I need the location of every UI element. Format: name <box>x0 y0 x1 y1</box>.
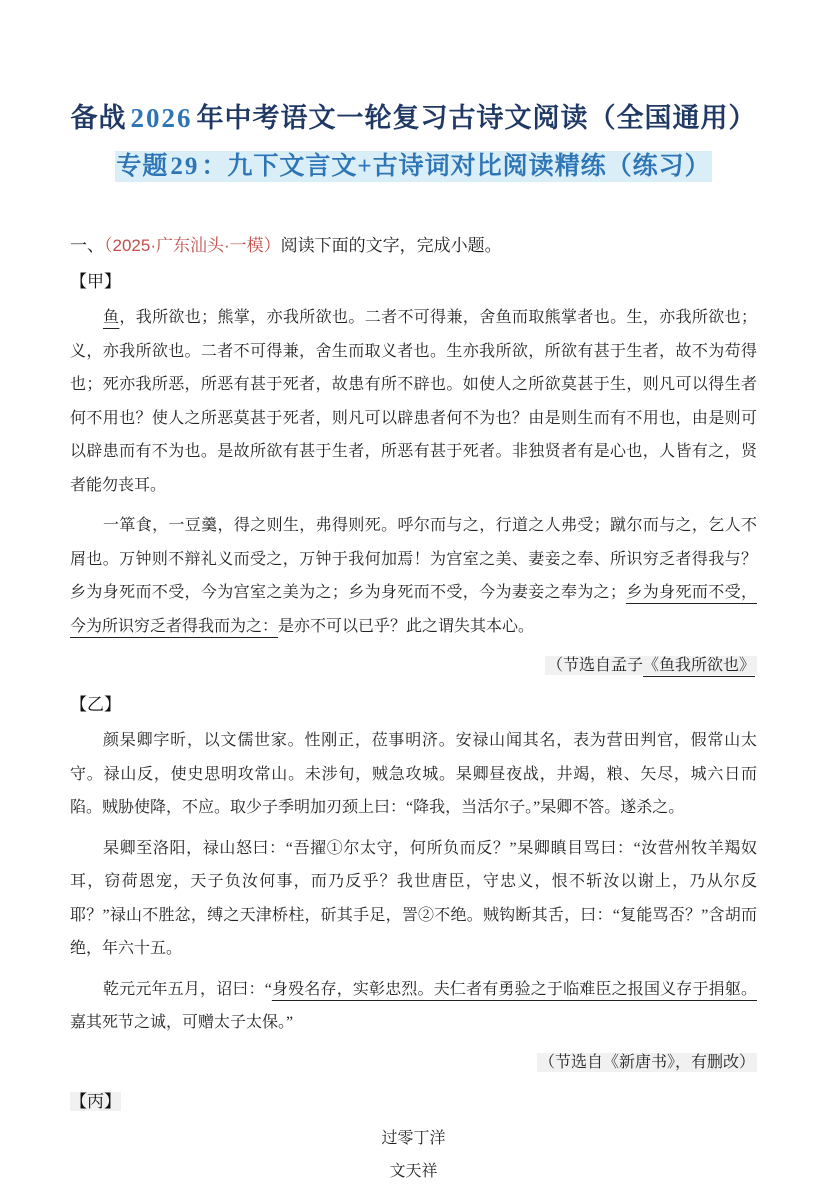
poem-title-text: 过零丁洋 <box>381 1129 446 1147</box>
yi-attribution-text: （节选自《新唐书》，有删改） <box>538 1053 755 1071</box>
yi-paragraph-1 <box>70 724 757 825</box>
jia-p2-underlined-segment: 乡为身死而不受，今为所识穷乏者得我而为之： <box>70 584 757 635</box>
jia-p1-text: ，我所欲也；熊掌，亦我所欲也。二者不可得兼，舍鱼而取熊掌者也。生，亦我所欲也；义，亦我所欲也。二者不可得兼，舍生而取义者也。生亦我所欲，所欲有甚于生者，故不为苟得也；死亦我所恶，所恶有甚于死者，故患有所不辟也。如使人之所欲莫甚于生，则凡可以得生者何不用也？使人之所恶莫甚于死者，则凡可以辟患者何不为也？由是则生而有不用也，由是则可以辟患而有不为也。是故所欲有甚于生者，所恶有甚于死者。非独贤者有是心也，人皆有之，贤者能勿丧耳。 <box>70 309 757 494</box>
yi-p3-segment-2: 嘉其死节之诚，可赠太子太保。” <box>70 1014 294 1031</box>
subtitle-run-1: 专题 <box>116 153 169 180</box>
jia-paragraph-2 <box>70 509 757 643</box>
title-run-2: 年中考语文一轮复习 <box>196 103 449 133</box>
jia-attribution-book-title: 《鱼我所欲也》 <box>642 657 755 674</box>
jia-p2-segment-1: 一箪食，一豆羹，得之则生，弗得则死。呼尔而与之，行道之人弗受；蹴尔而与之，乞人不屑也。万钟则不辩礼义而受之，万钟于我何加焉！为宫室之美、妻妾之奉、所识穷乏者得我与？乡为身死而不受，今为宫室之美为之；乡为身死而不受，今为妻妾之奉为之； <box>70 517 757 601</box>
passage-bing-label-text: 【丙】 <box>70 1091 121 1111</box>
passage-yi-label <box>70 693 757 717</box>
title-run-3: 阅读（全国通用） <box>532 103 757 133</box>
title-run-1: 备战 <box>70 103 127 133</box>
jia-p1-underlined-word: 鱼 <box>103 309 120 326</box>
passage-jia-label <box>70 270 757 294</box>
yi-p2-text: 杲卿至洛阳，禄山怒曰：“吾擢①尔太守，何所负而反？”杲卿瞋目骂曰：“汝营州牧羊羯奴耳，窃荷恩宠，天子负汝何事，而乃反乎？我世唐臣，守忠义，恨不斩汝以谢上，乃从尔反耶？”禄山不胜忿，缚之天津桥柱，斫其手足，詈②不绝。贼钩断其舌，曰：“复能骂否？”含胡而绝，年六十五。 <box>70 839 757 957</box>
exercise-header <box>70 234 757 258</box>
jia-attribution <box>70 651 757 681</box>
poem-author-text: 文天祥 <box>389 1163 438 1180</box>
jia-paragraph-1 <box>70 301 757 502</box>
title-run-bold: 古诗文 <box>448 103 533 133</box>
yi-p3-underlined-segment: 身殁名存，实彰忠烈。夫仁者有勇验之于临难臣之报国义存于捐躯。 <box>271 980 757 998</box>
title-year: 2026 <box>130 103 193 133</box>
passage-jia-label-text: 【甲】 <box>70 272 121 291</box>
yi-attribution <box>70 1048 757 1078</box>
document-subtitle <box>70 146 757 188</box>
poem-author <box>70 1155 757 1189</box>
exercise-item-number: 一、 <box>70 236 104 255</box>
subtitle-number: 29 <box>170 153 200 180</box>
passage-bing-label <box>70 1090 757 1114</box>
jia-attribution-seg1: （节选自孟子 <box>546 657 643 674</box>
exercise-source-tag: （2025·广东汕头·一模） <box>104 236 281 255</box>
exercise-instruction: 阅读下面的文字，完成小题。 <box>280 236 502 255</box>
yi-paragraph-3 <box>70 973 757 1040</box>
yi-p1-text: 颜杲卿字昕，以文儒世家。性刚正，莅事明济。安禄山闻其名，表为营田判官，假常山太守。禄山反，使史思明攻常山。未涉旬，贼急攻城。杲卿昼夜战，井竭，粮、矢尽，城六日而陷。贼胁使降，不应。取少子季明加刃颈上曰：“降我，当活尔子。”杲卿不答。遂杀之。 <box>70 732 757 816</box>
passage-yi-label-text: 【乙】 <box>70 695 121 714</box>
document-title <box>70 96 757 140</box>
subtitle-run-2: ：九下文言文+古诗词对比阅读精练（练习） <box>201 153 711 180</box>
yi-p3-segment-1: 乾元元年五月，诏曰：“ <box>103 980 272 998</box>
jia-p2-segment-2: 是亦不可以已乎？此之谓失其本心。 <box>278 617 535 635</box>
yi-paragraph-2 <box>70 832 757 966</box>
poem-title <box>70 1122 757 1156</box>
jia-attribution-text <box>545 656 757 675</box>
